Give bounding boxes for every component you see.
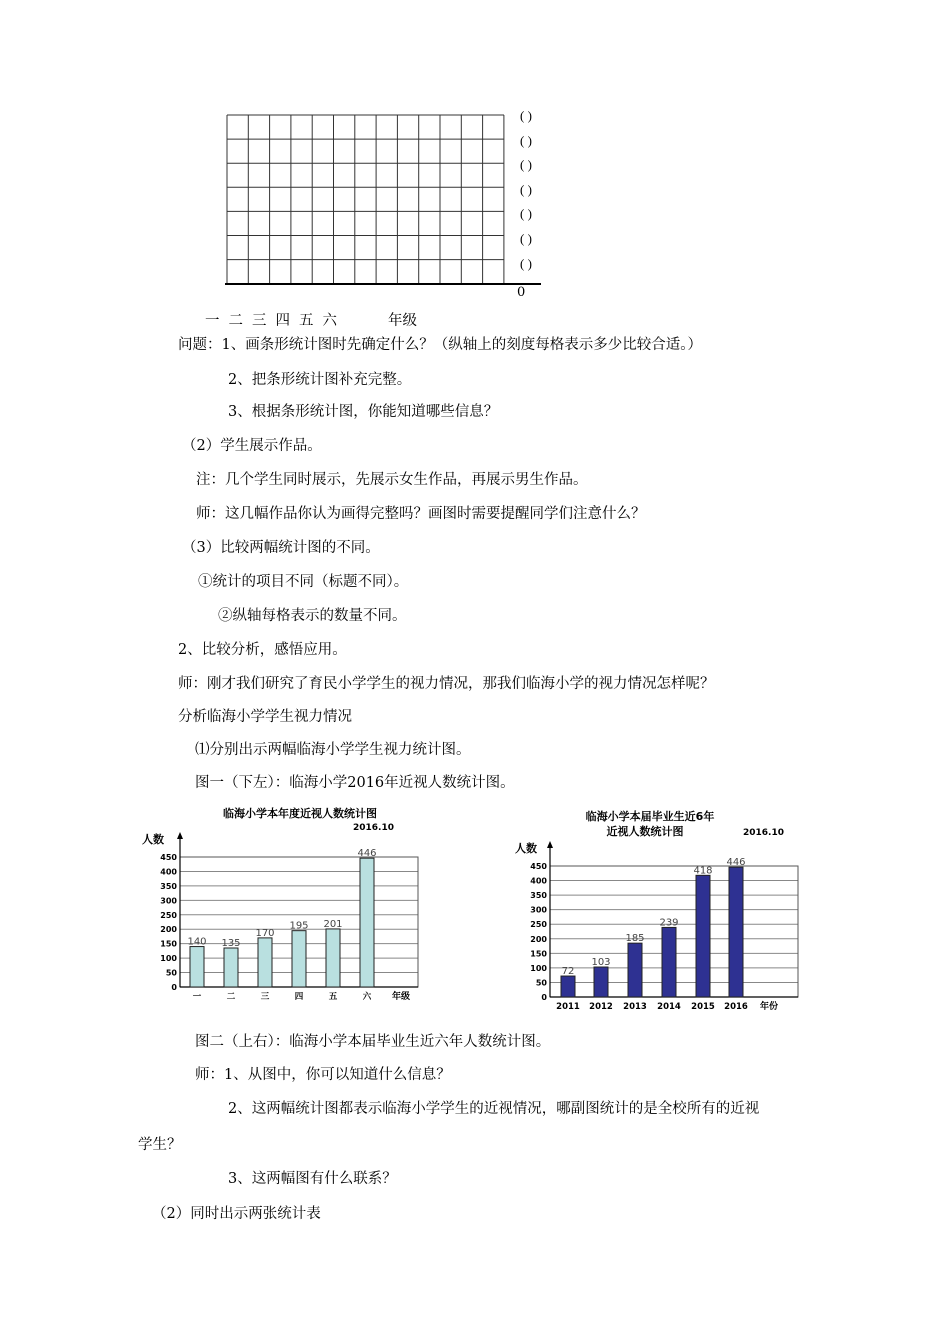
chart-title-line2: 近视人数统计图: [606, 825, 684, 838]
y-tick-label: 150: [530, 949, 547, 959]
x-tick-label: 一: [192, 992, 202, 1002]
grid-x-label: 一: [205, 313, 220, 329]
paragraph-line: （2）同时出示两张统计表: [152, 1206, 321, 1222]
grid-x-label: 年级: [388, 313, 417, 329]
y-tick-label: 200: [530, 934, 547, 944]
paragraph-line: 学生？: [138, 1137, 182, 1153]
bar: [190, 947, 204, 987]
y-tick-label: 100: [160, 954, 177, 964]
chart-graduates-myopia: [505, 800, 815, 1020]
y-tick-label: 450: [530, 862, 547, 871]
y-tick-label: 350: [160, 881, 177, 891]
data-label: 140: [187, 936, 207, 948]
y-tick-label: 300: [160, 896, 177, 906]
y-tick-label: 400: [160, 867, 177, 877]
grid-zero-label: 0: [517, 285, 526, 300]
paragraph-line: 师：刚才我们研究了育民小学学生的视力情况，那我们临海小学的视力情况怎样呢？: [178, 676, 715, 692]
chart-date: 2016.10: [353, 823, 394, 833]
paragraph-line: 3、这两幅图有什么联系？: [228, 1171, 397, 1187]
paragraph-line: 师：这几幅作品你认为画得完整吗？画图时需要提醒同学们注意什么？: [196, 506, 646, 522]
bar: [628, 943, 642, 997]
y-tick-label: 450: [160, 853, 177, 862]
data-label: 418: [693, 865, 713, 877]
axis-value-blank: ( ): [520, 206, 532, 222]
grid-x-label: 四: [275, 313, 290, 329]
y-tick-label: 200: [160, 925, 177, 935]
x-axis-title: 年份: [759, 1002, 779, 1012]
paragraph-line: 2、比较分析，感悟应用。: [178, 642, 347, 658]
x-tick-label: 2014: [657, 1002, 681, 1012]
bar: [224, 948, 238, 987]
paragraph-line: 师：1、从图中，你可以知道什么信息？: [195, 1067, 451, 1083]
grid-x-label: 三: [252, 313, 267, 329]
axis-value-blank: ( ): [520, 255, 532, 271]
data-label: 195: [289, 920, 309, 932]
y-axis-title: 人数: [515, 842, 537, 855]
y-tick-label: 0: [171, 983, 177, 992]
chart-title: 临海小学本届毕业生近6年: [585, 810, 715, 823]
x-tick-label: 六: [362, 992, 372, 1002]
y-tick-label: 150: [160, 939, 177, 949]
x-tick-label: 2015: [691, 1002, 715, 1012]
paragraph-line: ②纵轴每格表示的数量不同。: [218, 608, 407, 624]
paragraph-line: 注：几个学生同时展示，先展示女生作品，再展示男生作品。: [196, 472, 588, 488]
axis-value-blank: ( ): [520, 181, 532, 197]
data-label: 135: [221, 938, 241, 949]
y-axis-title: 人数: [142, 833, 164, 846]
bar: [292, 931, 306, 987]
paragraph-line: ①统计的项目不同（标题不同）。: [198, 574, 409, 590]
paragraph-line: 2、把条形统计图补充完整。: [228, 372, 412, 388]
paragraph-line: 分析临海小学学生视力情况: [178, 709, 352, 725]
data-label: 446: [357, 848, 377, 860]
data-label: 239: [659, 917, 679, 929]
chart-grade-myopia: [130, 800, 430, 1015]
x-tick-label: 四: [294, 992, 304, 1002]
y-axis-arrow: [177, 832, 183, 839]
axis-value-blank: ( ): [520, 157, 532, 173]
paragraph-line: 3、根据条形统计图，你能知道哪些信息？: [228, 404, 499, 420]
paragraph-line: 图一（下左）：临海小学2016年近视人数统计图。: [195, 775, 515, 791]
data-label: 446: [726, 857, 746, 869]
x-tick-label: 2011: [556, 1002, 580, 1012]
y-tick-label: 50: [535, 978, 547, 988]
bar: [696, 875, 710, 997]
y-tick-label: 250: [160, 910, 177, 920]
y-tick-label: 0: [541, 993, 547, 1002]
bar: [561, 976, 575, 997]
y-tick-label: 350: [530, 891, 547, 901]
x-tick-label: 三: [260, 992, 270, 1002]
y-tick-label: 300: [530, 905, 547, 915]
y-axis-arrow: [547, 841, 553, 848]
data-label: 103: [591, 957, 611, 969]
axis-value-blank: ( ): [520, 132, 532, 148]
paragraph-line: ⑴分别出示两幅临海小学学生视力统计图。: [195, 742, 471, 758]
paragraph-line: （3）比较两幅统计图的不同。: [182, 540, 380, 556]
paragraph-line: 问题：1、画条形统计图时先确定什么？（纵轴上的刻度每格表示多少比较合适。）: [178, 337, 702, 353]
grid-x-label: 六: [322, 313, 337, 329]
chart-title: 临海小学本年度近视人数统计图: [223, 807, 377, 820]
x-tick-label: 五: [328, 992, 338, 1002]
y-tick-label: 50: [165, 968, 177, 978]
axis-value-blank: ( ): [520, 231, 532, 246]
paragraph-line: 2、这两幅统计图都表示临海小学学生的近视情况，哪副图统计的是全校所有的近视: [228, 1101, 760, 1117]
x-tick-label: 2012: [589, 1002, 613, 1012]
x-axis-title: 年级: [391, 992, 411, 1002]
axis-value-blank: ( ): [520, 108, 532, 123]
bar: [662, 927, 676, 997]
grid-x-label: 二: [228, 313, 243, 329]
bar: [729, 867, 743, 997]
bar: [360, 858, 374, 987]
y-tick-label: 250: [530, 920, 547, 930]
blank-bar-chart-grid: [0, 0, 950, 300]
paragraph-line: 图二（上右）：临海小学本届毕业生近六年人数统计图。: [195, 1034, 551, 1050]
data-label: 185: [625, 933, 645, 945]
grid-x-label: 五: [299, 313, 314, 329]
data-label: 201: [323, 918, 343, 930]
x-tick-label: 二: [226, 992, 236, 1002]
data-label: 170: [255, 927, 275, 939]
chart-date: 2016.10: [743, 828, 784, 838]
x-tick-label: 2016: [724, 1002, 748, 1012]
data-label: 72: [561, 966, 575, 978]
bar: [594, 967, 608, 997]
paragraph-line: （2）学生展示作品。: [182, 438, 322, 454]
bar: [326, 929, 340, 987]
y-tick-label: 100: [530, 963, 547, 973]
bar: [258, 938, 272, 987]
x-tick-label: 2013: [623, 1002, 647, 1012]
y-tick-label: 400: [530, 876, 547, 886]
